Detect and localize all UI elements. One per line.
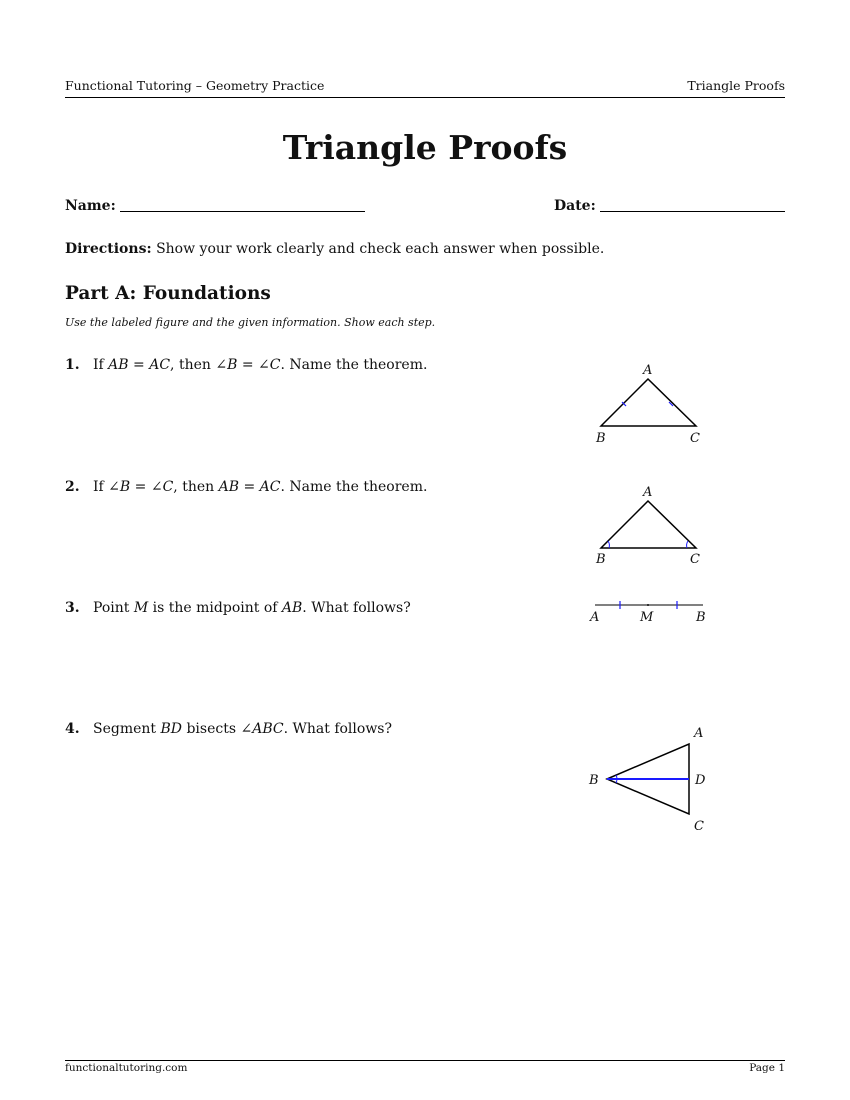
math-var: AB	[108, 357, 129, 373]
angle-mark-c	[687, 541, 688, 548]
question-text: is the midpoint of	[148, 600, 282, 616]
question-text: = ∠	[130, 479, 163, 495]
math-var: AB	[218, 479, 239, 495]
question-text: Segment	[93, 721, 161, 737]
triangle-abc	[601, 501, 696, 548]
section-subtitle: Use the labeled figure and the given information. Show each step.	[65, 316, 436, 329]
question-text: =	[239, 479, 260, 495]
math-var: M	[133, 600, 149, 616]
question-text: If	[93, 357, 109, 373]
triangle-abc	[601, 379, 696, 426]
question-text: . What follows?	[283, 721, 392, 737]
question-text: . Name the theorem.	[280, 357, 428, 373]
name-label: Name:	[65, 198, 116, 214]
directions-text: Show your work clearly and check each answer when possible.	[151, 241, 605, 257]
header-left: Functional Tutoring – Geometry Practice	[65, 78, 325, 93]
vertex-label-a: A	[643, 485, 653, 500]
vertex-label-c: C	[690, 552, 700, 567]
vertex-label-a: A	[694, 726, 704, 741]
math-var: AC	[149, 357, 171, 373]
date-field[interactable]	[600, 211, 785, 212]
header-rule	[65, 97, 785, 98]
vertex-label-b: B	[596, 431, 606, 446]
vertex-label-c: C	[694, 819, 704, 834]
header-right: Triangle Proofs	[687, 78, 785, 93]
question-number: 3.	[65, 600, 80, 616]
math-var: C	[162, 479, 174, 495]
math-var: AC	[259, 479, 281, 495]
figure-midpoint-segment	[580, 595, 720, 630]
question-text: If ∠	[93, 479, 120, 495]
question-text: . What follows?	[302, 600, 411, 616]
math-var: B	[119, 479, 131, 495]
question-text: . Name the theorem.	[280, 479, 428, 495]
vertex-label-a: A	[643, 363, 653, 378]
vertex-label-c: C	[690, 431, 700, 446]
point-label-m: M	[640, 610, 654, 625]
figure-isosceles-triangle	[580, 355, 720, 450]
name-field[interactable]	[120, 211, 365, 212]
question-text: =	[128, 357, 150, 373]
question-text: Point	[93, 600, 134, 616]
page-title: Triangle Proofs	[282, 128, 568, 167]
question-text: , then	[173, 479, 219, 495]
figure-base-angles-triangle	[580, 477, 720, 572]
question-1	[65, 357, 427, 373]
math-var: AB	[281, 600, 303, 616]
question-number: 1.	[65, 357, 80, 373]
math-var: ABC	[252, 721, 284, 737]
midpoint-m	[647, 604, 649, 606]
question-text: , then ∠	[170, 357, 228, 373]
vertex-label-b: B	[589, 773, 599, 788]
directions	[65, 241, 604, 257]
question-number: 2.	[65, 479, 80, 495]
question-3	[65, 600, 411, 616]
question-2	[65, 479, 427, 495]
figure-angle-bisector	[580, 720, 720, 840]
point-label-d: D	[695, 773, 706, 788]
math-var: BD	[160, 721, 183, 737]
question-text: bisects ∠	[182, 721, 253, 737]
point-label-b: B	[696, 610, 706, 625]
math-var: B	[227, 357, 238, 373]
question-4	[65, 721, 392, 737]
footer-website: functionaltutoring.com	[65, 1062, 188, 1074]
footer-rule	[65, 1060, 785, 1061]
directions-label: Directions:	[65, 241, 152, 257]
page-number: Page 1	[749, 1062, 785, 1074]
vertex-label-b: B	[596, 552, 606, 567]
point-label-a: A	[590, 610, 600, 625]
date-label: Date:	[554, 198, 596, 214]
section-title: Part A: Foundations	[65, 283, 271, 304]
question-number: 4.	[65, 721, 80, 737]
question-text: = ∠	[237, 357, 270, 373]
math-var: C	[269, 357, 281, 373]
angle-mark-b	[608, 541, 609, 548]
